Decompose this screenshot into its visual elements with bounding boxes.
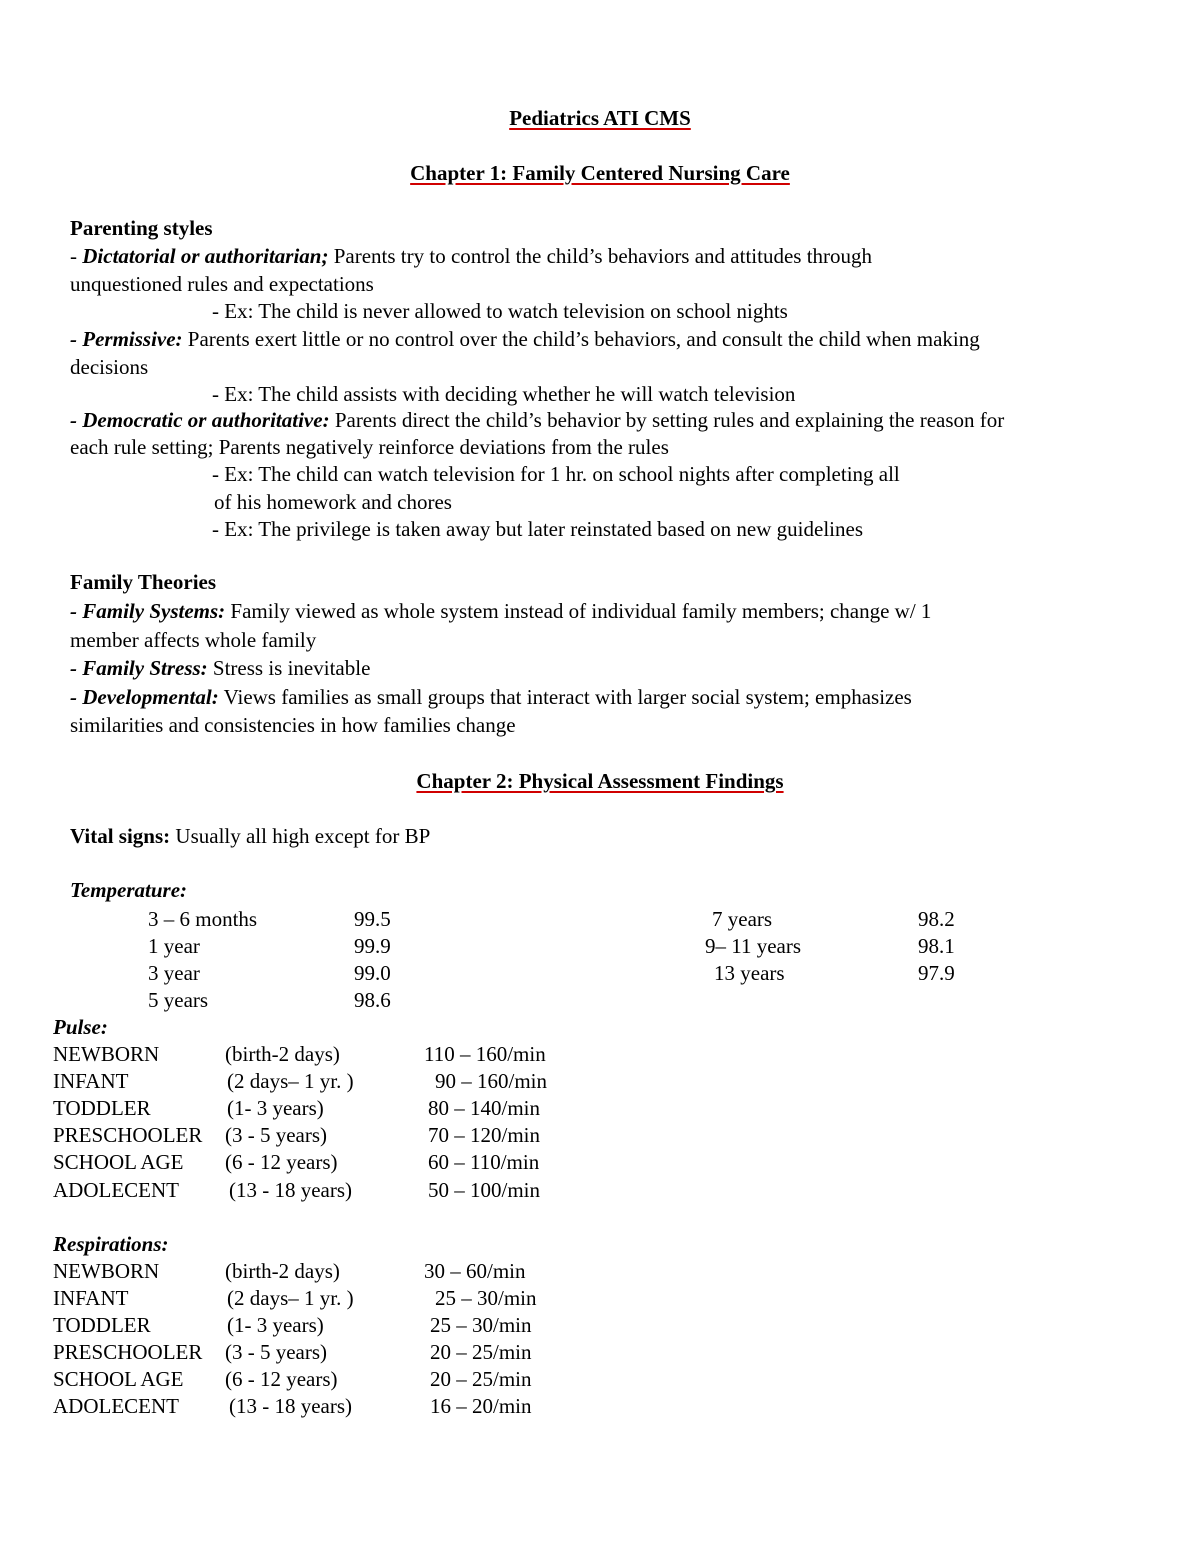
resp-group: NEWBORN — [53, 1259, 160, 1283]
resp-rate: 25 – 30/min — [435, 1286, 537, 1310]
resp-age-range: (1- 3 years) — [227, 1313, 324, 1337]
permissive-example: - Ex: The child assists with deciding whether he will watch television — [212, 382, 796, 406]
dictatorial-dash: - — [70, 244, 83, 268]
resp-rate: 20 – 25/min — [430, 1340, 532, 1364]
vital-signs-label: Vital signs: — [70, 824, 171, 848]
resp-group: SCHOOL AGE — [53, 1367, 184, 1391]
family-theories-heading: Family Theories — [70, 570, 217, 594]
democratic-example-2: - Ex: The privilege is taken away but later reinstated based on new guidelines — [212, 517, 863, 541]
temperature-label: Temperature: — [70, 878, 188, 902]
developmental-text: Views families as small groups that interact with larger social system; emphasizes — [218, 685, 912, 709]
pulse-age-range: (6 - 12 years) — [225, 1150, 338, 1174]
temp-value: 99.9 — [354, 934, 391, 958]
temp-age: 13 years — [714, 961, 785, 985]
pulse-label: Pulse: — [53, 1015, 108, 1039]
vital-signs-text: Usually all high except for BP — [170, 824, 431, 848]
pulse-age-range: (3 - 5 years) — [225, 1123, 328, 1147]
temp-age: 1 year — [148, 934, 200, 958]
pulse-group: INFANT — [53, 1069, 129, 1093]
family-stress-term: - Family Stress: — [70, 656, 208, 680]
democratic-example-1-cont: of his homework and chores — [214, 490, 452, 514]
democratic-example-1: - Ex: The child can watch television for 1 hr. on school nights after completing all — [212, 462, 900, 486]
pulse-rate: 60 – 110/min — [428, 1150, 540, 1174]
family-systems-text: Family viewed as whole system instead of individual family members; change w/ 1 — [225, 599, 932, 623]
family-systems-line — [70, 601, 931, 622]
resp-age-range: (13 - 18 years) — [229, 1394, 353, 1418]
democratic-term: - Democratic or authoritative: — [70, 408, 330, 432]
pulse-age-range: (13 - 18 years) — [229, 1178, 353, 1202]
resp-age-range: (2 days– 1 yr. ) — [227, 1286, 354, 1310]
chapter-2-title: Chapter 2: Physical Assessment Findings — [416, 769, 784, 793]
temp-value: 98.6 — [354, 988, 391, 1012]
pulse-age-range: (1- 3 years) — [227, 1096, 324, 1120]
pulse-rate: 110 – 160/min — [424, 1042, 546, 1066]
pulse-rate: 70 – 120/min — [428, 1123, 541, 1147]
resp-group: TODDLER — [53, 1313, 151, 1337]
resp-age-range: (3 - 5 years) — [225, 1340, 328, 1364]
family-systems-text-cont: member affects whole family — [70, 628, 317, 652]
temp-age: 5 years — [148, 988, 209, 1012]
pulse-rate: 90 – 160/min — [435, 1069, 548, 1093]
dictatorial-example: - Ex: The child is never allowed to watch television on school nights — [212, 299, 788, 323]
pulse-group: NEWBORN — [53, 1042, 160, 1066]
pulse-group: TODDLER — [53, 1096, 151, 1120]
temp-age: 3 year — [148, 961, 200, 985]
democratic-text: Parents direct the child’s behavior by setting rules and explaining the reason for — [329, 408, 1005, 432]
family-stress-line — [70, 658, 370, 679]
family-systems-term: - Family Systems: — [70, 599, 226, 623]
respirations-label: Respirations: — [53, 1232, 169, 1256]
document-title: Pediatrics ATI CMS — [509, 106, 691, 130]
democratic-line — [70, 410, 1004, 431]
resp-rate: 20 – 25/min — [430, 1367, 532, 1391]
vital-signs-line — [70, 826, 430, 847]
pulse-group: ADOLECENT — [53, 1178, 179, 1202]
resp-age-range: (birth-2 days) — [225, 1259, 340, 1283]
developmental-text-cont: similarities and consistencies in how families change — [70, 713, 516, 737]
resp-rate: 16 – 20/min — [430, 1394, 532, 1418]
permissive-term: - Permissive: — [70, 327, 183, 351]
parenting-styles-heading: Parenting styles — [70, 216, 213, 240]
resp-rate: 30 – 60/min — [424, 1259, 526, 1283]
temp-value: 99.5 — [354, 907, 391, 931]
dictatorial-text: Parents try to control the child’s behaviors and attitudes through — [328, 244, 873, 268]
temp-age: 9– 11 years — [705, 934, 802, 958]
pulse-group: PRESCHOOLER — [53, 1123, 203, 1147]
dictatorial-line — [70, 246, 872, 267]
resp-group: PRESCHOOLER — [53, 1340, 203, 1364]
resp-rate: 25 – 30/min — [430, 1313, 532, 1337]
family-stress-text: Stress is inevitable — [207, 656, 371, 680]
permissive-text-cont: decisions — [70, 355, 149, 379]
temp-value: 98.2 — [918, 907, 955, 931]
pulse-age-range: (birth-2 days) — [225, 1042, 340, 1066]
democratic-text-cont: each rule setting; Parents negatively reinforce deviations from the rules — [70, 435, 669, 459]
resp-group: ADOLECENT — [53, 1394, 179, 1418]
dictatorial-term: Dictatorial or authoritarian; — [82, 244, 329, 268]
temp-age: 3 – 6 months — [148, 907, 258, 931]
resp-age-range: (6 - 12 years) — [225, 1367, 338, 1391]
temp-age: 7 years — [712, 907, 773, 931]
pulse-age-range: (2 days– 1 yr. ) — [227, 1069, 354, 1093]
pulse-rate: 50 – 100/min — [428, 1178, 541, 1202]
resp-group: INFANT — [53, 1286, 129, 1310]
temp-value: 99.0 — [354, 961, 391, 985]
dictatorial-text-cont: unquestioned rules and expectations — [70, 272, 374, 296]
developmental-line — [70, 687, 912, 708]
permissive-line — [70, 329, 980, 350]
temp-value: 97.9 — [918, 961, 955, 985]
permissive-text: Parents exert little or no control over the child’s behaviors, and consult the child when making — [182, 327, 980, 351]
pulse-group: SCHOOL AGE — [53, 1150, 184, 1174]
developmental-term: - Developmental: — [70, 685, 219, 709]
temp-value: 98.1 — [918, 934, 955, 958]
chapter-1-title: Chapter 1: Family Centered Nursing Care — [410, 161, 790, 185]
pulse-rate: 80 – 140/min — [428, 1096, 541, 1120]
